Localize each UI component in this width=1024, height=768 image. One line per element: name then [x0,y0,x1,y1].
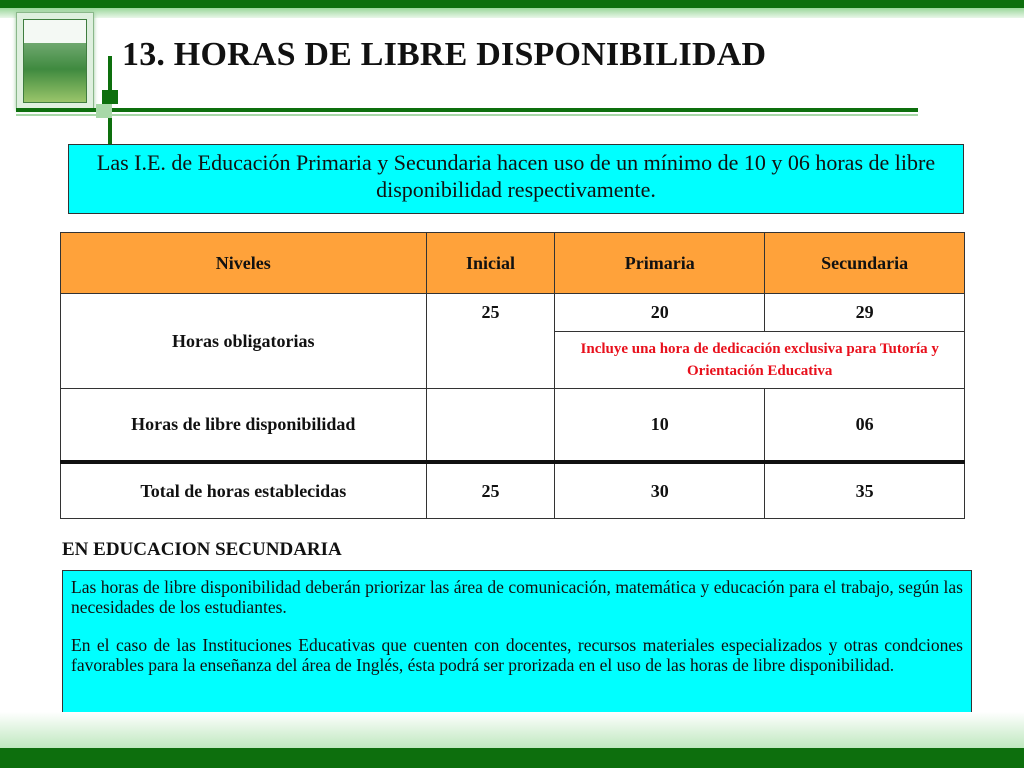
secundaria-paragraph: En el caso de las Instituciones Educativas que cuenten con docentes, recursos materiales especializados y otras condciones favorables para la enseñanza del área de Inglés, ésta podrá ser prorizada en el uso de las horas de libre disponibilidad. [71,635,963,675]
secundaria-paragraph: Las horas de libre disponibilidad deberán priorizar las área de comunicación, matemática y educación para el trabajo, según las necesidades de los estudiantes. [71,577,963,617]
cell-libre-inicial [426,389,555,463]
cell-total-primaria: 30 [555,462,765,519]
table-row-libre [61,389,965,463]
secundaria-heading: EN EDUCACION SECUNDARIA [62,539,342,560]
intro-box: Las I.E. de Educación Primaria y Secundaria hacen uso de un mínimo de 10 y 06 horas de libre disponibilidad respectivamente. [68,144,964,214]
table-row-total [61,462,965,519]
decor-square-light [96,104,112,118]
cell-label-libre: Horas de libre disponibilidad [61,389,427,463]
header-inicial: Inicial [426,233,555,294]
header-primaria: Primaria [555,233,765,294]
header-secundaria: Secundaria [765,233,965,294]
cover-image [23,19,87,103]
decor-square-dark [102,90,118,104]
document-cover-thumbnail [16,12,94,110]
cell-obligatorias-secundaria: 29 [765,294,965,332]
bottom-band-fade [0,712,1024,748]
table-header-row [61,233,965,294]
table-row-obligatorias [61,294,965,332]
cell-label-total: Total de horas establecidas [61,462,427,519]
cell-obligatorias-primaria: 20 [555,294,765,332]
top-band [0,0,1024,8]
secundaria-box [62,570,972,717]
cell-total-secundaria: 35 [765,462,965,519]
slide-title: 13. HORAS DE LIBRE DISPONIBILIDAD [122,36,767,73]
header-niveles: Niveles [61,233,427,294]
cell-obligatorias-inicial: 25 [426,294,555,389]
cell-label-obligatorias: Horas obligatorias [61,294,427,389]
top-band-fade [0,8,1024,18]
cell-libre-primaria: 10 [555,389,765,463]
cell-tutoria-note: Incluye una hora de dedicación exclusiva para Tutoría y Orientación Educativa [555,332,965,389]
cell-total-inicial: 25 [426,462,555,519]
hours-table [60,232,965,519]
bottom-band [0,748,1024,768]
cell-libre-secundaria: 06 [765,389,965,463]
decor-horizontal-line [16,108,918,112]
decor-horizontal-line-light [16,114,918,116]
